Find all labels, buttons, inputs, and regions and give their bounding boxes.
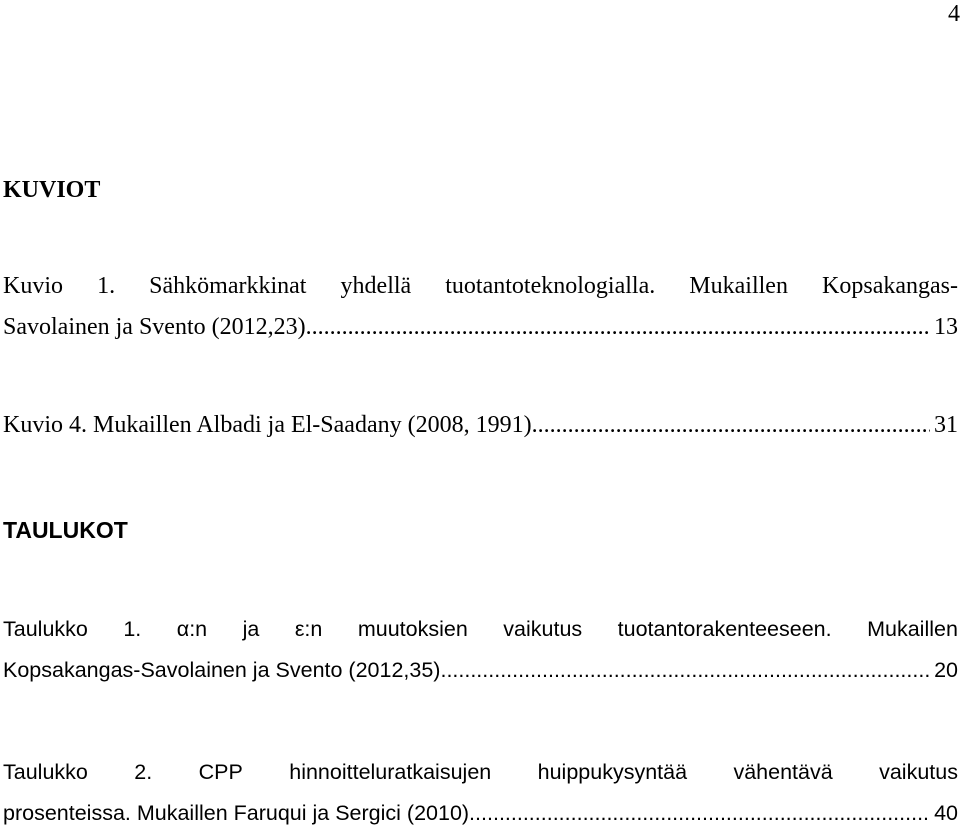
dot-leader: [475, 793, 930, 834]
toc-word: 1.: [97, 273, 116, 299]
toc-entry-line: [3, 307, 958, 348]
toc-word: tuotantoteknologialla.: [445, 273, 656, 299]
toc-word: Kuvio: [3, 273, 63, 299]
dot-leader: [312, 307, 930, 348]
dot-leader: [440, 650, 930, 691]
toc-word: CPP: [198, 760, 243, 784]
toc-word: Taulukko: [3, 617, 88, 641]
toc-entry-line: [3, 650, 958, 691]
toc-entry-text: Savolainen ja Svento (2012,23).: [3, 314, 312, 340]
toc-entry-line: [3, 609, 958, 650]
toc-word: hinnoitteluratkaisujen: [289, 760, 492, 784]
toc-word: Mukaillen: [689, 273, 788, 299]
toc-entry-text: Kopsakangas-Savolainen ja Svento (2012,35): [3, 658, 441, 682]
toc-word: α:n: [176, 617, 208, 641]
toc-word: Kopsakangas-: [822, 273, 958, 299]
toc-page-number: 40: [934, 801, 958, 825]
toc-word: yhdellä: [340, 273, 412, 299]
toc-word: tuotantorakenteeseen.: [617, 617, 832, 641]
toc-page-number: 13: [934, 314, 958, 340]
toc-entry-text: prosenteissa. Mukaillen Faruqui ja Sergici (2010).: [3, 801, 476, 825]
toc-page-number: 20: [934, 658, 958, 682]
tables-heading: TAULUKOT: [3, 517, 128, 543]
toc-word: ε:n: [294, 617, 323, 641]
toc-entry-figure-1[interactable]: [3, 266, 958, 348]
toc-word: 2.: [134, 760, 153, 784]
toc-entry-table-2[interactable]: [3, 752, 958, 834]
toc-entry-line: [3, 266, 958, 307]
toc-entry-line: [3, 752, 958, 793]
toc-word: vähentävä: [733, 760, 833, 784]
toc-entry-figure-4[interactable]: [3, 405, 958, 446]
toc-entry-table-1[interactable]: [3, 609, 958, 691]
toc-word: vaikutus: [503, 617, 583, 641]
toc-entry-text: Kuvio 4. Mukaillen Albadi ja El-Saadany (2008, 1991): [3, 412, 532, 438]
toc-word: vaikutus: [879, 760, 958, 784]
toc-entry-line: [3, 793, 958, 834]
toc-word: ja: [242, 617, 260, 641]
toc-word: huippukysyntää: [537, 760, 688, 784]
toc-word: muutoksien: [357, 617, 468, 641]
page-number: 4: [948, 1, 960, 27]
dot-leader: [532, 405, 930, 446]
toc-word: Mukaillen: [867, 617, 958, 641]
figures-heading: KUVIOT: [3, 177, 101, 203]
toc-entry-line: [3, 405, 958, 446]
toc-word: 1.: [123, 617, 142, 641]
toc-page-number: 31: [934, 412, 958, 438]
toc-word: Sähkömarkkinat: [149, 273, 307, 299]
toc-word: Taulukko: [3, 760, 88, 784]
